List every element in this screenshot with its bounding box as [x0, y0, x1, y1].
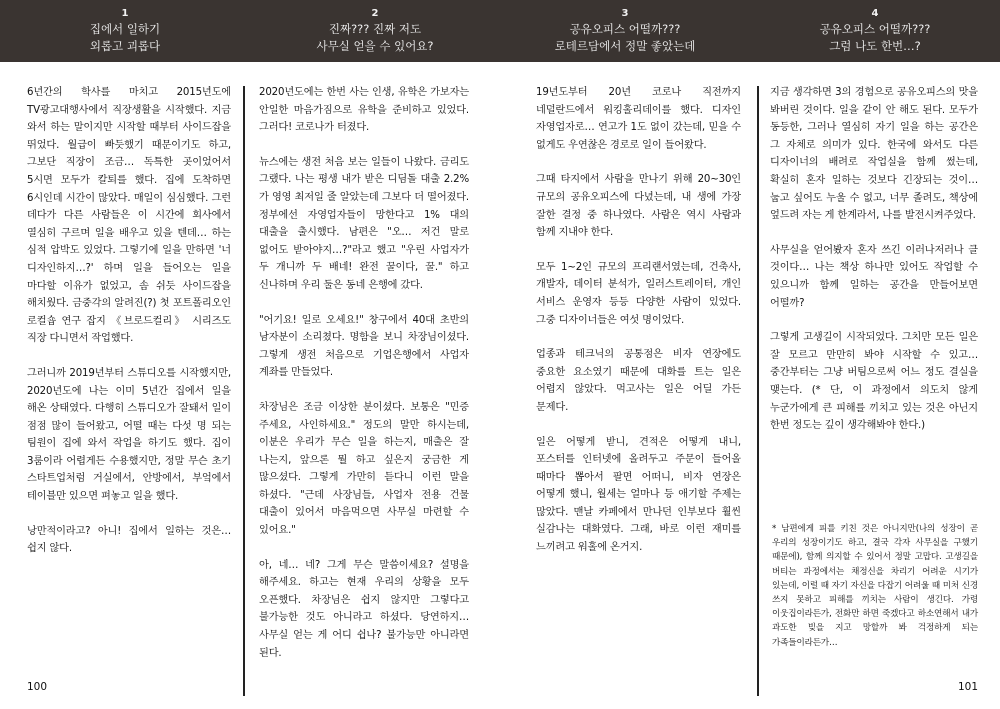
- paragraph: 업종과 테크닉의 공통점은 비자 연장에도 중요한 요소였기 때문에 대화를 트는 일은 어렵지 않았다. 먹고사는 일은 어딜 가든 문제다.: [536, 349, 741, 413]
- column-1-text: [27, 84, 231, 575]
- header-number: 2: [371, 8, 379, 19]
- column-3-text: [536, 84, 741, 574]
- header-title-line1: 집에서 일하기: [89, 22, 161, 36]
- paragraph: 낭만적이라고? 아니! 집에서 일하는 것은… 쉽지 않다.: [27, 525, 231, 555]
- paragraph: 6년간의 학사를 마치고 2015년도에 TV광고대행사에서 직장생활을 시작했다. 지금 와서 하는 말이지만 시작할 때부터 사이드잡을 뛰었다. 월급이 빠듯했기 때문이기도 하고, 그보단 직장이 조금… 독특한 곳이었어서 5시면 모두가 칼퇴를 했다. 집에 도착하면 6시인데 시간이 많았다. 매일이 심심했다. 그런 데다가 다른 사람들은 이 시간에 회사에서 열심히 구르며 일을 배우고 있을 텐데… 하는 심적 압박도 있었다. 그렇기에 일을 만하면 '너 디자인하지…?' 하며 일을 들어오는 일을 마다할 이유가 없었고, 솜 쉬듯 사이드잡을 해치웠다. 금중각의 알려진(?) 첫 포트폴리오인 로컬숍 연구 잡지 《브로드컬리》 시리즈도 직장 다니면서 작업했다.: [27, 87, 231, 345]
- paragraph: 지금 생각하면 3의 경험으로 공유오피스의 맛을 봐버린 것이다. 일을 같이 안 해도 된다. 모두가 동등한, 그러나 열심히 자기 일을 하는 공간은 그 자체로 의미가 있다. 한국에 와서도 다른 디자이너의 배려로 작업실을 함께 썼는데, 확실히 혼자 일하는 것보다 긴장되는 것이… 눕고 싶어도 누울 수 없고, 너무 졸려도, 책상에 엎드려 자는 게 한계라서, 나를 발전시켜주었다.: [770, 87, 978, 222]
- page-number-right: 101: [958, 681, 979, 693]
- paragraph: "어기요! 일로 오세요!" 창구에서 40대 초반의 남자분이 소리쳤다. 명함을 보니 차장님이셨다. 그렇게 생전 처음으로 기업은행에서 사업자 계좌를 만들었다.: [259, 314, 469, 379]
- paragraph: 일은 어떻게 받니, 견적은 어떻게 내니, 포스터를 인터넷에 올려두고 주문이 들어올 때마다 뽑아서 팔면 어떠니, 비자 연장은 어떻게 했니, 월세는 얼마나 등 애기할 주제는 많았다. 맨날 카페에서 만나던 인부보다 훨씬 실감나는 대화였다. 그래, 바로 이런 재미를 느끼려고 워홀에 온거지.: [536, 436, 741, 554]
- column-divider: [757, 86, 759, 696]
- header-title-line2: 사무실 얻을 수 있어요?: [316, 39, 434, 53]
- paragraph: 19년도부터 20년 코로나 직전까지 네덜란드에서 워킹홀리데이를 했다. 디자인 자영업자로… 연고가 1도 없이 갔는데, 믿을 수 없게도 우연찮은 경로로 일이 들어왔다.: [536, 87, 741, 151]
- page-number-left: 100: [27, 681, 48, 693]
- header-col-3: [500, 0, 750, 62]
- header-title-line2: 그럼 나도 한번…?: [829, 39, 921, 53]
- footnote: * 남편에게 피를 키친 것은 아니지만(나의 성장이 곧 우리의 성장이기도 하고, 결국 각자 사무실을 구했기 때문에), 함께 의지할 수 있어서 정말 고맙다. 고생길을 버티는 과정에서는 채정신을 차리기 어려운 시기가 있는데, 이럴 때 자기 자신을 다잡기 어려울 때 미처 신경 쓰지 못하고 피해를 끼치는 사람이 생긴다. 가령 이웃집이라든가, 전화만 하면 죽겠다고 하소연해서 내가 과도한 빚을 지고 망할까 봐 걱정하게 되는 가족들이라든가…: [772, 524, 978, 648]
- header-title-line1: 공유오피스 어떨까???: [819, 22, 931, 36]
- column-4-text: [770, 84, 978, 452]
- header-col-1: [0, 0, 250, 62]
- paragraph: 그러니까 2019년부터 스튜디오를 시작했지만, 2020년도에 나는 이미 5년간 집에서 일을 해온 상태였다. 다행히 스튜디오가 잘돼서 일이 점점 많이 들어왔고, 어떨 때는 다섯 명 되는 팀원이 집에 와서 작업을 하기도 했다. 집이 3룸이라 어렵게든 수용했지만, 정말 무슨 초기 스타트업처럼 거실에서, 안방에서, 부엌에서 테이블만 있으면 펴놓고 일을 했다.: [27, 367, 231, 503]
- column-divider: [243, 86, 245, 696]
- paragraph: 그때 타지에서 사람을 만나기 위해 20~30인 규모의 공유오피스에 다녔는데, 내 생에 가장 잘한 결정 중 하나였다. 사람은 역시 사람과 함께 지내야 한다.: [536, 174, 741, 239]
- header-number: 3: [621, 8, 629, 19]
- chapter-header-bar: [0, 0, 1000, 62]
- header-col-4: [750, 0, 1000, 62]
- header-title-line1: 진짜??? 진짜 저도: [328, 22, 422, 36]
- paragraph: 아, 네… 네? 그게 무슨 말씀이세요? 설명을 해주세요. 하고는 현재 우리의 상황을 모두 오픈했다. 차장님은 쉽지 않지만 그렇다고 불가능한 것도 아니라고 하셨다. 당연하지… 사무실 얻는 게 어디 쉽나? 불가능만 아니라면 된다.: [259, 559, 469, 659]
- header-number: 4: [871, 8, 879, 19]
- paragraph: 뉴스에는 생전 처음 보는 일들이 나왔다. 금리도 그랬다. 나는 평생 내가 받은 디딤돌 대출 2.2%가 영영 최저일 줄 알았는데 그보다 더 떨어졌다. 정부에선 자영업자들이 망한다고 1% 대의 대출을 출시했다. 남편은 "오… 저건 말로 없어도 받아야지…?"라고 했고 "우린 사업자가 두 개니까 두 배네! 완전 꿀이다, 꿀." 하고 신나하며 우리 둘은 동네 은행에 갔다.: [259, 156, 469, 291]
- paragraph: 2020년도에는 한번 사는 인생, 유학은 가보자는 안일한 마음가짐으로 유학을 준비하고 있었다. 그러다! 코로나가 터졌다.: [259, 87, 469, 134]
- header-title-line1: 공유오피스 어떨까???: [569, 22, 681, 36]
- paragraph: 그렇게 고생길이 시작되었다. 그치만 모든 일은 잘 모르고 만만히 봐야 시작할 수 있고… 중간부터는 그냥 버팀으로써 어느 정도 결실을 맺는다. (* 단, 이 과정에서 의도치 않게 누군가에게 큰 피해를 끼치고 있는 것은 아닌지 한번 정도는 깊이 생각해봐야 한다.): [770, 332, 978, 432]
- header-title-line2: 외롭고 괴롭다: [89, 39, 161, 53]
- column-2-text: [259, 84, 469, 679]
- header-col-2: [250, 0, 500, 62]
- paragraph: 모두 1~2인 규모의 프리랜서였는데, 건축사, 개발자, 데이터 분석가, 일러스트레이터, 개인 서비스 운영자 등등 다양한 사람이 있었다. 그중 디자이너들은 여섯 명이었다.: [536, 261, 741, 326]
- paragraph: 차장님은 조금 이상한 분이셨다. 보통은 "민증 주세요, 사인하세요." 정도의 말만 하시는데, 이분은 우리가 무슨 일을 하는지, 매출은 잘 나는지, 앞으론 뭘 하고 싶은지 궁금한 게 많으셨다. 그렇게 가만히 듣다니 이런 말을 하셨다. "근데 사장님들, 사업자 전용 건물 대출이 있어서 마음먹으면 사무실 마련할 수 있어요.": [259, 401, 469, 537]
- header-number: 1: [121, 8, 129, 19]
- header-title-line2: 로테르담에서 정말 좋았는데: [554, 39, 696, 53]
- paragraph: 사무실을 얻어봤자 혼자 쓰긴 이러나저러나 클 것이다… 나는 책상 하나만 있어도 작업할 수 있으니까 함께 일하는 공간을 만들어보면 어떨까?: [770, 244, 978, 309]
